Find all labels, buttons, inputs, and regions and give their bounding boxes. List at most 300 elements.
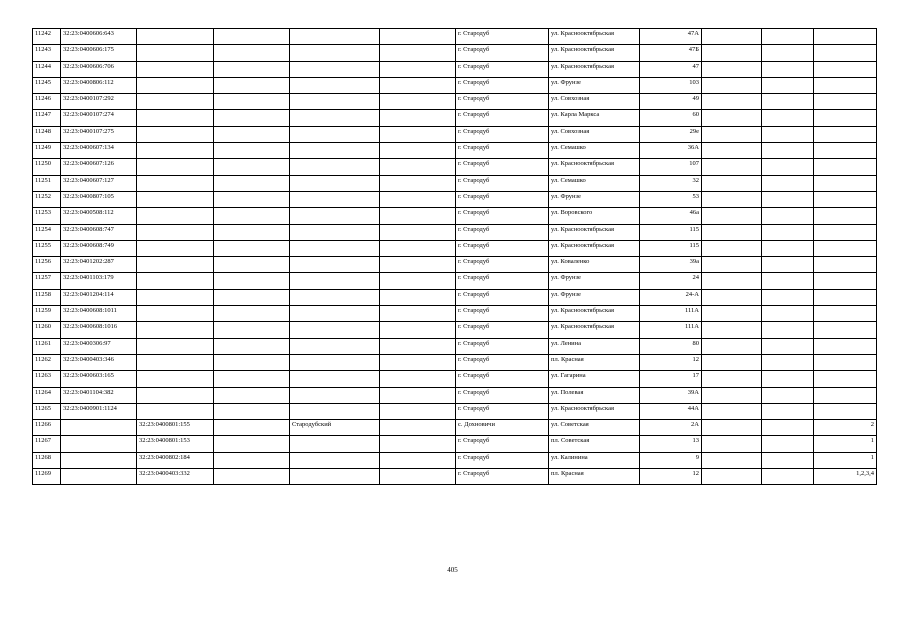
house-number-cell: 13 [640,436,702,452]
cadastral-number-cell: 32:23:0400606:175 [61,45,137,61]
blank-cell [380,159,456,175]
blank-cell [380,387,456,403]
row-number-cell: 11253 [33,208,61,224]
row-number-cell: 11252 [33,191,61,207]
apartment-cell: 1,2,3,4 [814,469,877,485]
district-cell [290,289,380,305]
street-cell: ул. Краснооктябрьская [549,403,640,419]
street-cell: ул. Фрунзе [549,191,640,207]
cadastral-number-2-cell [137,289,214,305]
cadastral-number-cell: 32:23:0400306:97 [61,338,137,354]
locality-cell: г. Стародуб [456,110,549,126]
district-cell [290,94,380,110]
row-number-cell: 11264 [33,387,61,403]
locality-cell: г. Стародуб [456,94,549,110]
table-row [33,159,877,175]
street-cell: пл. Красная [549,469,640,485]
locality-cell: г. Стародуб [456,306,549,322]
blank-cell [702,126,762,142]
district-cell [290,257,380,273]
blank-cell [214,208,290,224]
apartment-cell [814,175,877,191]
house-number-cell: 60 [640,110,702,126]
house-number-cell: 47Б [640,45,702,61]
district-cell [290,354,380,370]
cadastral-number-cell: 32:23:0400508:112 [61,208,137,224]
table-row [33,77,877,93]
blank-cell [380,191,456,207]
blank-cell [380,61,456,77]
locality-cell: г. Стародуб [456,191,549,207]
cadastral-number-2-cell [137,338,214,354]
row-number-cell: 11246 [33,94,61,110]
table-row [33,403,877,419]
blank-cell [702,94,762,110]
cadastral-number-cell [61,469,137,485]
row-number-cell: 11263 [33,371,61,387]
apartment-cell [814,354,877,370]
house-number-cell: 12 [640,469,702,485]
blank-cell [762,322,814,338]
table-row [33,338,877,354]
blank-cell [762,61,814,77]
street-cell: ул. Краснооктябрьская [549,61,640,77]
blank-cell [702,354,762,370]
row-number-cell: 11268 [33,452,61,468]
blank-cell [380,403,456,419]
blank-cell [214,420,290,436]
cadastral-number-cell: 32:23:0401103:179 [61,273,137,289]
locality-cell: г. Стародуб [456,29,549,45]
street-cell: пл. Красная [549,354,640,370]
blank-cell [702,322,762,338]
cadastral-number-cell: 32:23:0400603:165 [61,371,137,387]
district-cell [290,306,380,322]
street-cell: ул. Полевая [549,387,640,403]
blank-cell [702,29,762,45]
cadastral-number-2-cell [137,45,214,61]
cadastral-number-cell [61,420,137,436]
locality-cell: г. Стародуб [456,273,549,289]
street-cell: ул. Краснооктябрьская [549,224,640,240]
blank-cell [762,289,814,305]
street-cell: ул. Семашко [549,143,640,159]
row-number-cell: 11262 [33,354,61,370]
blank-cell [762,436,814,452]
locality-cell: г. Стародуб [456,61,549,77]
blank-cell [214,371,290,387]
blank-cell [214,159,290,175]
table-row [33,224,877,240]
blank-cell [762,191,814,207]
street-cell: ул. Краснооктябрьская [549,306,640,322]
blank-cell [214,61,290,77]
street-cell: ул. Калинина [549,452,640,468]
cadastral-number-2-cell [137,159,214,175]
house-number-cell: 47 [640,61,702,77]
locality-cell: г. Стародуб [456,338,549,354]
blank-cell [702,420,762,436]
blank-cell [380,338,456,354]
house-number-cell: 2А [640,420,702,436]
street-cell: ул. Ленина [549,338,640,354]
blank-cell [762,306,814,322]
cadastral-number-cell: 32:23:0400806:112 [61,77,137,93]
cadastral-number-cell: 32:23:0400606:706 [61,61,137,77]
street-cell: ул. Воровского [549,208,640,224]
blank-cell [380,306,456,322]
blank-cell [214,306,290,322]
apartment-cell [814,29,877,45]
blank-cell [380,143,456,159]
blank-cell [702,306,762,322]
blank-cell [214,387,290,403]
house-number-cell: 49 [640,94,702,110]
blank-cell [702,240,762,256]
blank-cell [702,436,762,452]
locality-cell: с. Дохновичи [456,420,549,436]
district-cell [290,191,380,207]
row-number-cell: 11269 [33,469,61,485]
blank-cell [762,224,814,240]
house-number-cell: 29е [640,126,702,142]
apartment-cell [814,110,877,126]
district-cell: Стародубский [290,420,380,436]
blank-cell [380,94,456,110]
cadastral-number-2-cell [137,126,214,142]
table-row [33,143,877,159]
cadastral-number-2-cell: 32:23:0400801:155 [137,420,214,436]
blank-cell [380,77,456,93]
blank-cell [762,159,814,175]
district-cell [290,273,380,289]
cadastral-number-cell [61,452,137,468]
blank-cell [702,77,762,93]
table-row [33,94,877,110]
locality-cell: г. Стародуб [456,403,549,419]
blank-cell [762,273,814,289]
street-cell: ул. Краснооктябрьская [549,240,640,256]
row-number-cell: 11267 [33,436,61,452]
blank-cell [214,436,290,452]
table-row [33,420,877,436]
blank-cell [702,469,762,485]
district-cell [290,387,380,403]
blank-cell [762,175,814,191]
locality-cell: г. Стародуб [456,143,549,159]
district-cell [290,77,380,93]
street-cell: ул. Краснооктябрьская [549,29,640,45]
table-row [33,387,877,403]
district-cell [290,45,380,61]
blank-cell [214,403,290,419]
blank-cell [702,110,762,126]
cadastral-number-2-cell [137,273,214,289]
house-number-cell: 103 [640,77,702,93]
street-cell: ул. Фрунзе [549,273,640,289]
blank-cell [380,110,456,126]
house-number-cell: 111А [640,306,702,322]
row-number-cell: 11245 [33,77,61,93]
house-number-cell: 39а [640,257,702,273]
blank-cell [702,61,762,77]
row-number-cell: 11256 [33,257,61,273]
table-row [33,110,877,126]
blank-cell [380,452,456,468]
district-cell [290,224,380,240]
street-cell: ул. Краснооктябрьская [549,322,640,338]
table-row [33,61,877,77]
row-number-cell: 11249 [33,143,61,159]
blank-cell [702,208,762,224]
district-cell [290,403,380,419]
blank-cell [214,143,290,159]
street-cell: ул. Краснооктябрьская [549,159,640,175]
blank-cell [762,143,814,159]
blank-cell [702,191,762,207]
house-number-cell: 46а [640,208,702,224]
house-number-cell: 39А [640,387,702,403]
cadastral-number-2-cell [137,257,214,273]
blank-cell [380,289,456,305]
district-cell [290,208,380,224]
table-row [33,240,877,256]
street-cell: ул. Фрунзе [549,77,640,93]
blank-cell [214,191,290,207]
row-number-cell: 11243 [33,45,61,61]
cadastral-number-cell: 32:23:0400807:105 [61,191,137,207]
table-row [33,469,877,485]
blank-cell [762,387,814,403]
row-number-cell: 11255 [33,240,61,256]
blank-cell [214,322,290,338]
apartment-cell [814,126,877,142]
district-cell [290,159,380,175]
locality-cell: г. Стародуб [456,224,549,240]
street-cell: ул. Фрунзе [549,289,640,305]
cadastral-number-cell: 32:23:0400107:274 [61,110,137,126]
blank-cell [762,126,814,142]
apartment-cell: 1 [814,436,877,452]
cadastral-number-2-cell [137,354,214,370]
house-number-cell: 24-А [640,289,702,305]
blank-cell [214,175,290,191]
district-cell [290,29,380,45]
cadastral-number-2-cell: 32:23:0400801:153 [137,436,214,452]
house-number-cell: 115 [640,240,702,256]
house-number-cell: 36А [640,143,702,159]
cadastral-number-cell: 32:23:0400608:747 [61,224,137,240]
blank-cell [762,452,814,468]
house-number-cell: 9 [640,452,702,468]
locality-cell: г. Стародуб [456,387,549,403]
table-row [33,371,877,387]
cadastral-number-cell: 32:23:0400607:127 [61,175,137,191]
street-cell: ул. Семашко [549,175,640,191]
blank-cell [380,354,456,370]
street-cell: ул. Гагарина [549,371,640,387]
cadastral-number-2-cell [137,403,214,419]
locality-cell: г. Стародуб [456,436,549,452]
street-cell: ул. Советская [549,420,640,436]
district-cell [290,143,380,159]
district-cell [290,322,380,338]
cadastral-number-cell: 32:23:0400403:346 [61,354,137,370]
blank-cell [702,143,762,159]
blank-cell [380,240,456,256]
locality-cell: г. Стародуб [456,289,549,305]
apartment-cell [814,143,877,159]
district-cell [290,240,380,256]
registry-table [32,28,877,485]
blank-cell [702,452,762,468]
table-row [33,322,877,338]
blank-cell [702,289,762,305]
cadastral-number-2-cell [137,77,214,93]
blank-cell [214,224,290,240]
blank-cell [380,29,456,45]
page-number: 405 [447,566,458,574]
table-row [33,208,877,224]
apartment-cell [814,338,877,354]
district-cell [290,469,380,485]
locality-cell: г. Стародуб [456,45,549,61]
blank-cell [762,371,814,387]
row-number-cell: 11258 [33,289,61,305]
cadastral-number-2-cell [137,322,214,338]
blank-cell [380,126,456,142]
cadastral-number-2-cell [137,29,214,45]
blank-cell [762,45,814,61]
blank-cell [214,94,290,110]
cadastral-number-cell: 32:23:0400606:643 [61,29,137,45]
blank-cell [214,354,290,370]
table-row [33,257,877,273]
apartment-cell [814,387,877,403]
blank-cell [380,273,456,289]
blank-cell [762,77,814,93]
row-number-cell: 11242 [33,29,61,45]
apartment-cell [814,306,877,322]
cadastral-number-cell: 32:23:0400608:1016 [61,322,137,338]
table-row [33,273,877,289]
house-number-cell: 44А [640,403,702,419]
blank-cell [214,126,290,142]
blank-cell [380,208,456,224]
table-row [33,452,877,468]
blank-cell [702,257,762,273]
blank-cell [762,403,814,419]
cadastral-number-2-cell [137,240,214,256]
locality-cell: г. Стародуб [456,240,549,256]
district-cell [290,338,380,354]
table-row [33,306,877,322]
house-number-cell: 12 [640,354,702,370]
apartment-cell [814,273,877,289]
cadastral-number-2-cell: 32:23:0400403:332 [137,469,214,485]
locality-cell: г. Стародуб [456,354,549,370]
cadastral-number-cell: 32:23:0401104:382 [61,387,137,403]
apartment-cell [814,45,877,61]
blank-cell [762,208,814,224]
cadastral-number-2-cell [137,143,214,159]
row-number-cell: 11266 [33,420,61,436]
locality-cell: г. Стародуб [456,469,549,485]
blank-cell [380,371,456,387]
street-cell: ул. Коваленко [549,257,640,273]
apartment-cell: 2 [814,420,877,436]
house-number-cell: 47А [640,29,702,45]
blank-cell [702,273,762,289]
apartment-cell [814,159,877,175]
blank-cell [702,387,762,403]
cadastral-number-2-cell: 32:23:0400802:184 [137,452,214,468]
row-number-cell: 11251 [33,175,61,191]
registry-body [33,29,877,485]
apartment-cell [814,61,877,77]
apartment-cell [814,289,877,305]
cadastral-number-cell: 32:23:0401202:287 [61,257,137,273]
blank-cell [380,45,456,61]
blank-cell [214,45,290,61]
street-cell: пл. Советская [549,436,640,452]
blank-cell [214,452,290,468]
apartment-cell [814,257,877,273]
blank-cell [380,469,456,485]
blank-cell [380,322,456,338]
blank-cell [214,257,290,273]
blank-cell [214,469,290,485]
row-number-cell: 11247 [33,110,61,126]
street-cell: ул. Совхозная [549,126,640,142]
blank-cell [762,420,814,436]
cadastral-number-2-cell [137,224,214,240]
blank-cell [380,436,456,452]
locality-cell: г. Стародуб [456,452,549,468]
blank-cell [702,338,762,354]
apartment-cell [814,224,877,240]
locality-cell: г. Стародуб [456,371,549,387]
apartment-cell [814,403,877,419]
blank-cell [214,338,290,354]
cadastral-number-cell: 32:23:0400607:126 [61,159,137,175]
apartment-cell [814,240,877,256]
row-number-cell: 11250 [33,159,61,175]
apartment-cell [814,208,877,224]
locality-cell: г. Стародуб [456,208,549,224]
apartment-cell: 1 [814,452,877,468]
blank-cell [762,257,814,273]
apartment-cell [814,94,877,110]
row-number-cell: 11254 [33,224,61,240]
blank-cell [380,224,456,240]
house-number-cell: 24 [640,273,702,289]
cadastral-number-cell: 32:23:0401204:114 [61,289,137,305]
blank-cell [762,354,814,370]
cadastral-number-2-cell [137,191,214,207]
cadastral-number-2-cell [137,110,214,126]
street-cell: ул. Совхозная [549,94,640,110]
district-cell [290,126,380,142]
apartment-cell [814,191,877,207]
row-number-cell: 11260 [33,322,61,338]
row-number-cell: 11265 [33,403,61,419]
table-row [33,126,877,142]
blank-cell [214,77,290,93]
street-cell: ул. Карла Маркса [549,110,640,126]
district-cell [290,452,380,468]
blank-cell [702,159,762,175]
